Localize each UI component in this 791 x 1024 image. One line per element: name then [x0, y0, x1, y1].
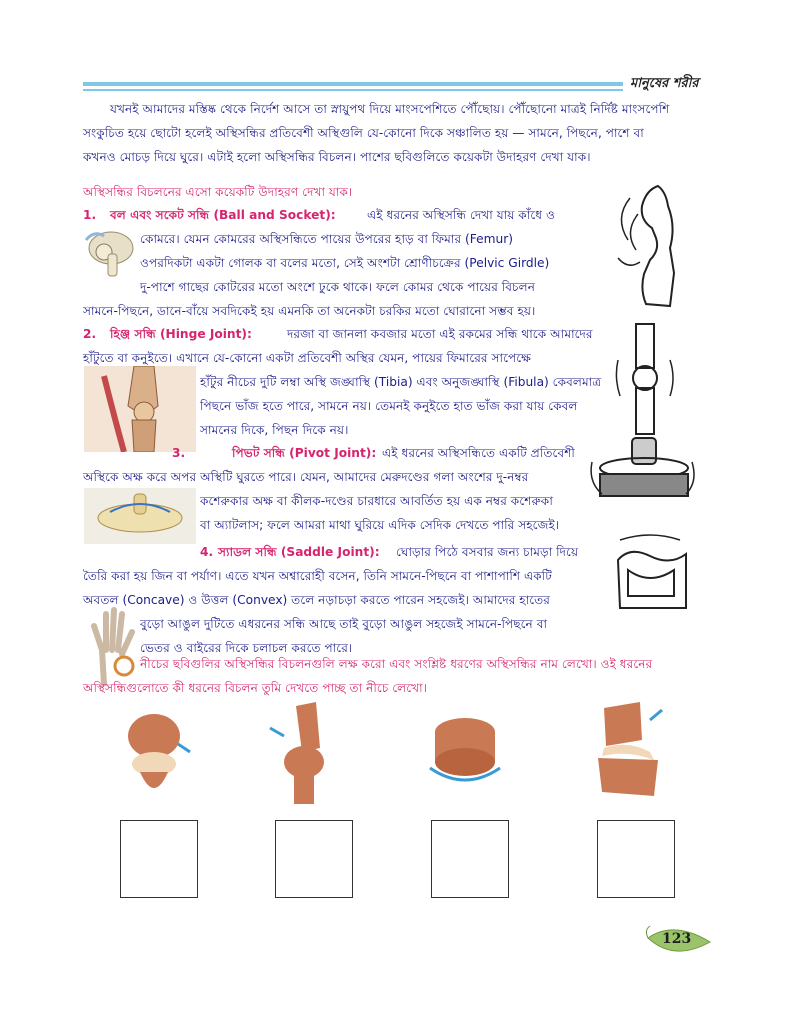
ball-heading: বল এবং সকেট সন্ধি (Ball and Socket): [110, 208, 336, 222]
pivot-line-2: অস্থিকে অক্ষ করে অপর অস্থিটি ঘুরতে পারে। যেমন, আমাদের মেরুদণ্ডের গলা অংশের দু-নম্বর [83, 470, 529, 484]
examples-intro: অস্থিসন্ধির বিচলনের এসো কয়েকটি উদাহরণ দেখা যাক। [83, 185, 353, 199]
saddle-line-4: বুড়ো আঙুল দুটিতে এধরনের সন্ধি আছে তাই বুড়ো আঙুল সহজেই সামনে-পিছনে বা [140, 617, 548, 631]
intro-line-2: সংকুচিত হয়ে ছোটো হলেই অস্থিসন্ধির প্রতিবেশী অস্থিগুলি যে-কোনো দিকে সঞ্চালিত হয় — সামনে, পিছনে, পাশে বা [83, 126, 644, 140]
ball-number: 1. [83, 208, 97, 222]
ball-line-4: দু-পাশে গাছের কোটরের মতো অংশে ঢুকে থাকে। ফলে কোমর থেকে পায়ের বিচলন [140, 280, 535, 294]
header-title: মানুষের শরীর [630, 76, 699, 91]
saddle-line-3: অবতল (Concave) ও উত্তল (Convex) তলে নড়াচড়া করতে পারেন সহজেই। আমাদের হাতের [83, 593, 550, 607]
ball-line-3: ওপরদিকটা একটা গোলক বা বলের মতো, সেই অংশটা শ্রোণীচক্রের (Pelvic Girdle) [140, 256, 550, 270]
ball-socket-model [112, 710, 196, 808]
hinge-line-4: পিছনে ভাঁজ হতে পারে, সামনে নয়। তেমনই কনুইতে হাত ভাঁজ করা যায় কেবল [200, 399, 578, 413]
ball-line-5: সামনে-পিছনে, ডানে-বাঁয়ে সবদিকেই হয় এমনকি তা অনেকটা চরকির মতো ঘোরানো সম্ভব হয়। [83, 304, 536, 318]
pivot-number: 3. [172, 446, 186, 460]
ball-line-1: এই ধরনের অস্থিসন্ধি দেখা যায় কাঁধে ও [367, 208, 555, 222]
intro-line-1: যখনই আমাদের মস্তিষ্ক থেকে নির্দেশ আসে তা স্নায়ুপথ দিয়ে মাংসপেশিতে পৌঁছোয়। পৌঁছোনো মাত্রই নির্দিষ্ট মাংসপেশি [110, 102, 670, 116]
saddle-sketch [610, 530, 696, 620]
ball-line-2: কোমরে। যেমন কোমরের অস্থিসন্ধিতে পায়ের উপরের হাড় বা ফিমার (Femur) [140, 232, 513, 246]
hinge-sketch [612, 320, 682, 440]
saddle-line-1: ঘোড়ার পিঠে বসবার জন্য চামড়া দিয়ে [396, 545, 579, 559]
saddle-heading: স্যাডল সন্ধি (Saddle Joint): [218, 545, 380, 559]
hip-joint-image [84, 226, 138, 278]
pivot-heading: পিভট সন্ধি (Pivot Joint): [232, 446, 377, 460]
hinge-line-1: দরজা বা জানলা কবজার মতো এই রকমের সন্ধি থাকে আমাদের [287, 327, 593, 341]
activity-line-2: অস্থিসন্ধিগুলোতে কী ধরনের বিচলন তুমি দেখতে পাচ্ছ তা নীচে লেখো। [83, 681, 428, 695]
saddle-line-2: তৈরি করা হয় জিন বা পর্যাণ। এতে যখন অশ্বারোহী বসেন, তিনি সামনে-পিছনে বা পাশাপাশি একটি [83, 569, 552, 583]
hand-thumb-image [84, 606, 138, 686]
saddle-number: 4. [200, 545, 214, 559]
answer-box-3[interactable] [431, 820, 509, 898]
answer-box-4[interactable] [597, 820, 675, 898]
hinge-line-2: হাঁটুতে বা কনুইতে। এখানে যে-কোনো একটা প্রতিবেশী অস্থির যেমন, পায়ের ফিমারের সাপেক্ষে [83, 351, 532, 365]
header-rule-thin [83, 89, 623, 91]
pivot-line-4: বা অ্যাটলাস; ফলে আমরা মাথা ঘুরিয়ে এদিক সেদিক দেখতে পারি সহজেই। [200, 518, 560, 532]
pivot-line-3: কশেরুকার অক্ষ বা কীলক-দণ্ডের চারধারে আবর্তিত হয় এক নম্বর কশেরুকা [200, 494, 553, 508]
knee-joint-image [84, 366, 196, 452]
activity-line-1: নীচের ছবিগুলির অস্থিসন্ধির বিচলনগুলি লক্ষ করো এবং সংশ্লিষ্ট ধরণের অস্থিসন্ধির নাম লেখো। ওই ধরনের [140, 657, 653, 671]
intro-line-3: কখনও মোচড় দিয়ে ঘুরে। এটাই হলো অস্থিসন্ধির বিচলন। পাশের ছবিগুলিতে কয়েকটা উদাহরণ দেখা যাক। [83, 150, 591, 164]
page-number: 123 [662, 931, 692, 947]
pivot-sketch [588, 432, 698, 532]
hinge-number: 2. [83, 327, 97, 341]
answer-box-1[interactable] [120, 820, 198, 898]
saddle-line-5: ভেতর ও বাইরের দিকে চলাচল করতে পারে। [140, 641, 353, 655]
hinge-line-3: হাঁটুর নীচের দুটি লম্বা অস্থি জঙ্ঘাস্থি (Tibia) এবং অনুজঙ্ঘাস্থি (Fibula) কেবলমাত্র [200, 375, 602, 389]
pivot-line-1: এই ধরনের অস্থিসন্ধিতে একটি প্রতিবেশী [382, 446, 575, 460]
hinge-model [262, 698, 342, 808]
header-rule [83, 82, 623, 86]
answer-box-2[interactable] [275, 820, 353, 898]
hinge-heading: হিঞ্জ সন্ধি (Hinge Joint): [110, 327, 252, 341]
saddle-model [584, 700, 674, 800]
atlas-vertebra-image [84, 488, 196, 544]
ball-socket-sketch [600, 178, 680, 313]
hinge-line-5: সামনের দিকে, পিছন দিকে নয়। [200, 423, 349, 437]
pivot-model [420, 712, 510, 794]
